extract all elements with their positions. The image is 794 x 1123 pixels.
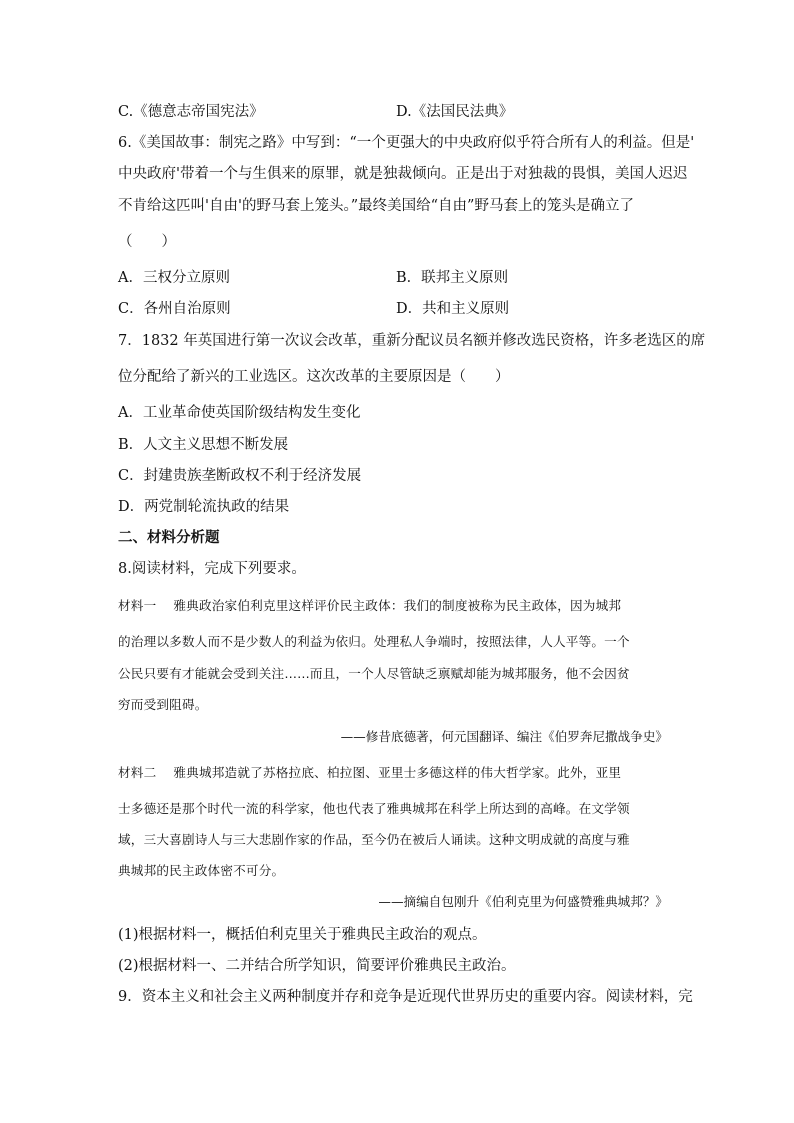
q8-requirement-1: (1)根据材料一，概括伯利克里关于雅典民主政治的观点。 — [118, 927, 487, 943]
material2-line4: 典城邦的民主政体密不可分。 — [118, 863, 285, 878]
q6-stem-line2: 中央政府'带着一个与生俱来的原罪，就是独裁倾向。正是出于对独裁的畏惧，美国人迟迟 — [118, 166, 688, 182]
q7-stem-line1: 7．1832 年英国进行第一次议会改革，重新分配议员名额并修改选民资格，许多老选区的席 — [118, 333, 706, 349]
material2-source: ——摘编自包刚升《伯利克里为何盛赞雅典城邦？》 — [378, 894, 668, 909]
material1-line2: 的治理以多数人而不是少数人的利益为依归。处理私人争端时，按照法律，人人平等。一个 — [118, 634, 630, 649]
q6-option-a: A．三权分立原则 — [118, 270, 230, 286]
q6-answer-blank: （ ） — [118, 234, 176, 250]
q6-stem-line1: 6.《美国故事：制宪之路》中写到：“一个更强大的中央政府似乎符合所有人的利益。但是' — [118, 135, 695, 151]
material1-line3: 公民只要有才能就会受到关注……而且，一个人尽管缺乏禀赋却能为城邦服务，他不会因贫 — [118, 666, 630, 681]
material1-source: ——修昔底德著，何元国翻译、编注《伯罗奔尼撒战争史》 — [340, 729, 668, 744]
material2-line1: 材料二 雅典城邦造就了苏格拉底、柏拉图、亚里士多德这样的伟大哲学家。此外，亚里 — [118, 765, 622, 780]
section-heading: 二、材料分析题 — [118, 529, 220, 546]
material1-line1: 材料一 雅典政治家伯利克里这样评价民主政体：我们的制度被称为民主政体，因为城邦 — [118, 598, 622, 613]
q8-intro: 8.阅读材料，完成下列要求。 — [118, 561, 306, 577]
q5-option-c: C.《德意志帝国宪法》 — [118, 104, 264, 120]
q5-option-d: D.《法国民法典》 — [396, 104, 514, 120]
q7-option-d: D．两党制轮流执政的结果 — [118, 499, 290, 515]
q6-option-c: C．各州自治原则 — [118, 301, 231, 317]
material2-line3: 域，三大喜剧诗人与三大悲剧作家的作品，至今仍在被后人诵读。这种文明成就的高度与雅 — [118, 832, 630, 847]
q8-requirement-2: (2)根据材料一、二并结合所学知识，简要评价雅典民主政治。 — [118, 958, 516, 974]
q7-option-b: B．人文主义思想不断发展 — [118, 437, 289, 453]
q9-stem-line1: 9．资本主义和社会主义两种制度并存和竞争是近现代世界历史的重要内容。阅读材料，完 — [118, 989, 693, 1005]
q7-option-c: C．封建贵族垄断政权不利于经济发展 — [118, 468, 362, 484]
material2-line2: 士多德还是那个时代一流的科学家，他也代表了雅典城邦在科学上所达到的高峰。在文学领 — [118, 801, 630, 816]
q6-option-d: D．共和主义原则 — [396, 301, 510, 317]
q6-stem-line3: 不肯给这匹叫'自由'的野马套上笼头。”最终美国给“自由”野马套上的笼头是确立了 — [118, 198, 634, 214]
material1-line4: 穷而受到阻碍。 — [118, 697, 208, 712]
q6-option-b: B．联邦主义原则 — [396, 270, 509, 286]
q7-option-a: A．工业革命使英国阶级结构发生变化 — [118, 405, 361, 421]
q7-stem-line2: 位分配给了新兴的工业选区。这次改革的主要原因是（ ） — [118, 369, 510, 385]
